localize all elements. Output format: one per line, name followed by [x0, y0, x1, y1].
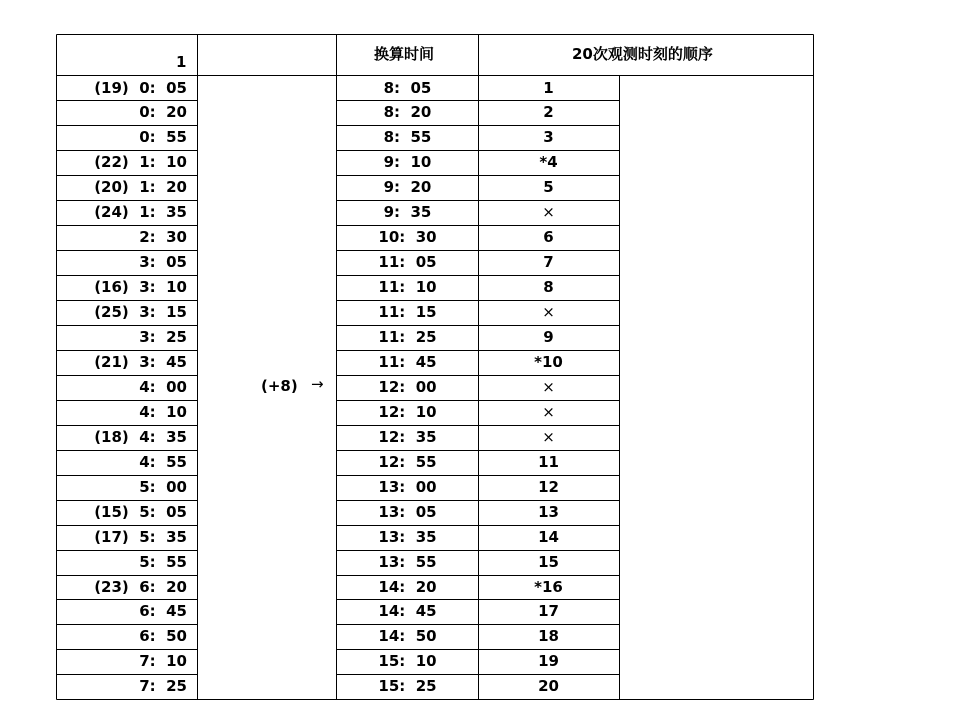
offset-label: (+8): [261, 377, 298, 395]
observation-order-cell: 11: [538, 453, 559, 471]
observation-order-cell: ×: [542, 303, 555, 321]
original-time-cell: (22) 1: 10: [94, 153, 187, 171]
converted-time-cell: 9: 10: [383, 153, 432, 171]
converted-time-cell: 12: 55: [378, 453, 437, 471]
converted-time-cell: 11: 25: [378, 328, 437, 346]
original-time-cell: 4: 10: [139, 403, 187, 421]
original-time-cell: (19) 0: 05: [94, 79, 187, 97]
original-time-cell: 3: 05: [139, 253, 187, 271]
converted-time-cell: 11: 05: [378, 253, 437, 271]
observation-order-cell: 19: [538, 652, 559, 670]
observation-order-cell: *16: [534, 578, 563, 596]
converted-time-cell: 12: 10: [378, 403, 437, 421]
converted-time-cell: 14: 50: [378, 627, 437, 645]
converted-time-cell: 12: 35: [378, 428, 437, 446]
observation-order-cell: ×: [542, 403, 555, 421]
converted-time-cell: 14: 45: [378, 602, 437, 620]
observation-order-cell: ×: [542, 428, 555, 446]
converted-time-cell: 15: 10: [378, 652, 437, 670]
original-time-cell: (15) 5: 05: [94, 503, 187, 521]
original-time-cell: 5: 00: [139, 478, 187, 496]
converted-time-cell: 9: 35: [383, 203, 432, 221]
arrow-icon: →: [311, 375, 324, 393]
original-time-cell: 5: 55: [139, 553, 187, 571]
observation-order-cell: *10: [534, 353, 563, 371]
original-time-cell: 0: 55: [139, 128, 187, 146]
original-time-cell: 7: 10: [139, 652, 187, 670]
observation-order-cell: 17: [538, 602, 559, 620]
converted-time-cell: 14: 20: [378, 578, 437, 596]
observation-order-cell: 7: [543, 253, 554, 271]
converted-time-cell: 11: 15: [378, 303, 437, 321]
observation-order-cell: 2: [543, 103, 554, 121]
observation-order-cell: 13: [538, 503, 559, 521]
converted-time-cell: 13: 35: [378, 528, 437, 546]
converted-time-cell: 8: 55: [383, 128, 432, 146]
observation-order-cell: 15: [538, 553, 559, 571]
converted-time-cell: 15: 25: [378, 677, 437, 695]
converted-time-cell: 8: 05: [383, 79, 432, 97]
original-time-cell: 3: 25: [139, 328, 187, 346]
observation-order-cell: 3: [543, 128, 554, 146]
original-time-cell: (20) 1: 20: [94, 178, 187, 196]
original-time-cell: 6: 50: [139, 627, 187, 645]
converted-time-cell: 12: 00: [378, 378, 437, 396]
original-time-cell: (23) 6: 20: [94, 578, 187, 596]
original-time-cell: (25) 3: 15: [94, 303, 187, 321]
observation-order-cell: 12: [538, 478, 559, 496]
converted-time-cell: 8: 20: [383, 103, 432, 121]
converted-time-cell: 11: 45: [378, 353, 437, 371]
original-time-cell: 4: 00: [139, 378, 187, 396]
original-time-cell: (18) 4: 35: [94, 428, 187, 446]
observation-order-cell: *4: [539, 153, 558, 171]
observation-order-cell: 14: [538, 528, 559, 546]
converted-time-cell: 13: 05: [378, 503, 437, 521]
observation-order-cell: 9: [543, 328, 554, 346]
converted-time-cell: 9: 20: [383, 178, 432, 196]
observation-order-cell: 6: [543, 228, 554, 246]
observation-order-cell: ×: [542, 203, 555, 221]
header-col1: 1: [176, 53, 187, 71]
observation-order-cell: 8: [543, 278, 554, 296]
original-time-cell: 7: 25: [139, 677, 187, 695]
original-time-cell: 4: 55: [139, 453, 187, 471]
converted-time-cell: 13: 55: [378, 553, 437, 571]
converted-time-cell: 10: 30: [378, 228, 437, 246]
header-converted-time: 换算时间: [374, 45, 435, 63]
converted-time-cell: 13: 00: [378, 478, 437, 496]
observation-order-cell: 1: [543, 79, 554, 97]
original-time-cell: 6: 45: [139, 602, 187, 620]
observation-order-cell: 5: [543, 178, 554, 196]
original-time-cell: 2: 30: [139, 228, 187, 246]
header-observation-order: 20次观测时刻的顺序: [572, 45, 713, 63]
observation-order-cell: 18: [538, 627, 559, 645]
original-time-cell: (17) 5: 35: [94, 528, 187, 546]
converted-time-cell: 11: 10: [378, 278, 437, 296]
original-time-cell: (16) 3: 10: [94, 278, 187, 296]
observation-order-cell: ×: [542, 378, 555, 396]
observation-order-cell: 20: [538, 677, 559, 695]
original-time-cell: (24) 1: 35: [94, 203, 187, 221]
original-time-cell: (21) 3: 45: [94, 353, 187, 371]
original-time-cell: 0: 20: [139, 103, 187, 121]
